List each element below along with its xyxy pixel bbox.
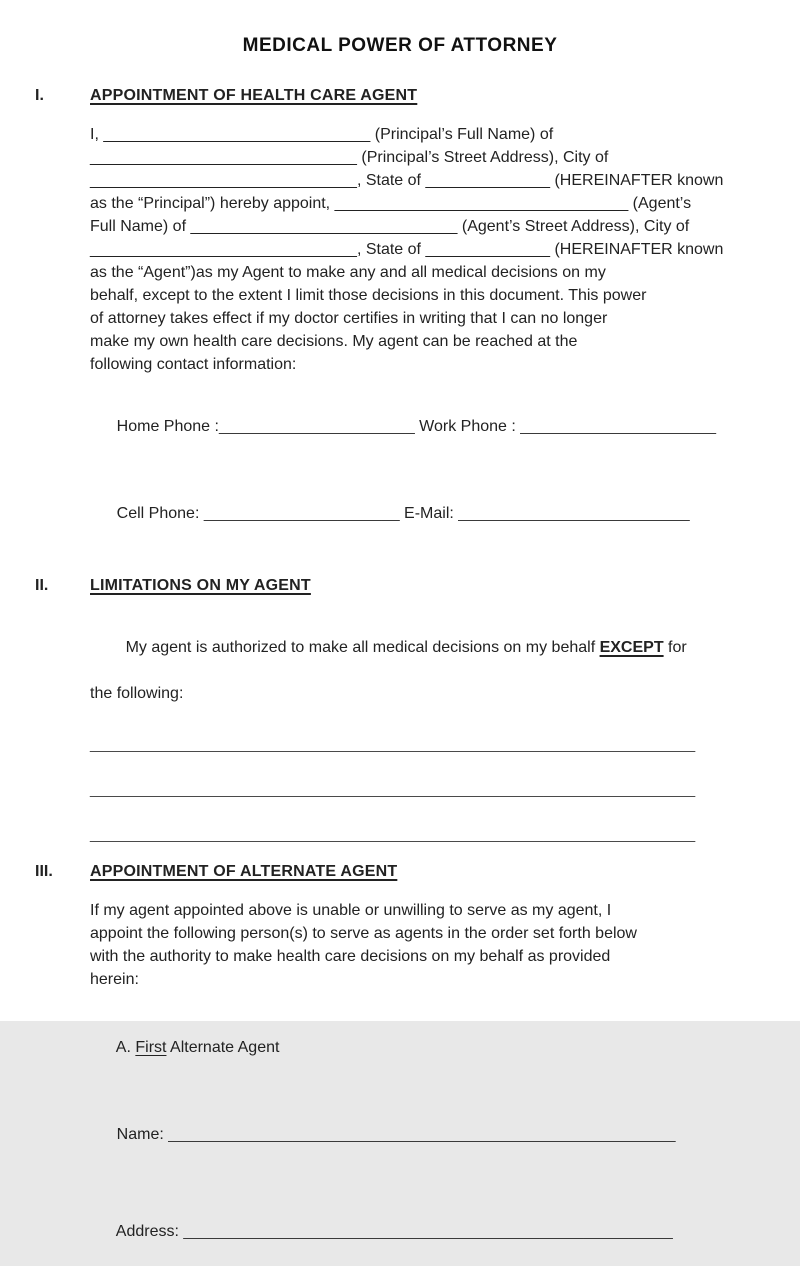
work-phone-blank[interactable]: ______________________ <box>520 418 717 435</box>
address-row <box>90 1197 765 1266</box>
paragraph-line: the following: <box>90 685 184 702</box>
paragraph-line: ______________________________ (Principal’s Street Address), City of <box>90 149 609 166</box>
home-phone-blank[interactable]: ______________________ <box>218 418 415 435</box>
paragraph-line: with the authority to make health care decisions on my behalf as provided <box>90 948 611 965</box>
paragraph-line: following contact information: <box>90 356 297 373</box>
alternate-paragraph <box>90 899 765 991</box>
limitation-blank-line[interactable]: ____________________________________________________________________ <box>90 781 696 798</box>
document-title: MEDICAL POWER OF ATTORNEY <box>242 35 558 56</box>
name-blank[interactable]: _________________________________________________________ <box>168 1126 676 1143</box>
cell-email-row <box>90 479 765 548</box>
paragraph-line: ______________________________, State of ______________ (HEREINAFTER known <box>90 241 724 258</box>
email-label: E-Mail: <box>399 505 459 522</box>
section-3-heading: APPOINTMENT OF ALTERNATE AGENT <box>90 863 398 880</box>
section-2-numeral: II. <box>35 577 49 594</box>
first-alternate-agent-item <box>90 1013 765 1082</box>
email-blank[interactable]: __________________________ <box>458 505 690 522</box>
alt-item-rest: Alternate Agent <box>166 1039 280 1056</box>
cell-phone-blank[interactable]: ______________________ <box>203 505 400 522</box>
alt-item-prefix: A. <box>115 1039 136 1056</box>
alt-item-first-word: First <box>135 1039 167 1056</box>
section-2-header <box>35 574 765 597</box>
section-1-heading: APPOINTMENT OF HEALTH CARE AGENT <box>90 87 418 104</box>
paragraph-line: behalf, except to the extent I limit those decisions in this document. This power <box>90 287 647 304</box>
limitations-text-before: My agent is authorized to make all medical decisions on my behalf <box>125 639 600 656</box>
name-label: Name: <box>116 1126 169 1143</box>
section-1-header <box>35 84 765 107</box>
paragraph-line: of attorney takes effect if my doctor certifies in writing that I can no longer <box>90 310 608 327</box>
limitations-text-after: for <box>663 639 687 656</box>
appointment-paragraph <box>90 123 765 376</box>
phone-row <box>90 392 765 461</box>
limitations-paragraph <box>90 613 765 705</box>
cell-phone-label: Cell Phone: <box>116 505 204 522</box>
paragraph-line: I, ______________________________ (Principal’s Full Name) of <box>90 126 554 143</box>
section-3-header <box>35 860 765 883</box>
paragraph-line: If my agent appointed above is unable or unwilling to serve as my agent, I <box>90 902 612 919</box>
section-2-heading: LIMITATIONS ON MY AGENT <box>90 577 311 594</box>
home-phone-label: Home Phone : <box>116 418 219 435</box>
paragraph-line: make my own health care decisions. My agent can be reached at the <box>90 333 578 350</box>
paragraph-line: ______________________________, State of ______________ (HEREINAFTER known <box>90 172 724 189</box>
paragraph-line: as the “Agent”)as my Agent to make any and all medical decisions on my <box>90 264 606 281</box>
paragraph-line: herein: <box>90 971 139 988</box>
paragraph-line: as the “Principal”) hereby appoint, _________________________________ (Agent’s <box>90 195 692 212</box>
address-blank[interactable]: _______________________________________________________ <box>183 1223 673 1240</box>
limitation-blank-line[interactable]: ____________________________________________________________________ <box>90 736 696 753</box>
except-word: EXCEPT <box>599 639 664 656</box>
section-1-numeral: I. <box>35 87 44 104</box>
paragraph-line <box>90 613 765 682</box>
paragraph-line: Full Name) of ______________________________ (Agent’s Street Address), City of <box>90 218 690 235</box>
paragraph-line: appoint the following person(s) to serve as agents in the order set forth below <box>90 925 637 942</box>
limitation-blank-line[interactable]: ____________________________________________________________________ <box>90 826 696 843</box>
section-3-numeral: III. <box>35 863 53 880</box>
work-phone-label: Work Phone : <box>414 418 521 435</box>
name-row <box>90 1100 765 1169</box>
address-label: Address: <box>115 1223 184 1240</box>
